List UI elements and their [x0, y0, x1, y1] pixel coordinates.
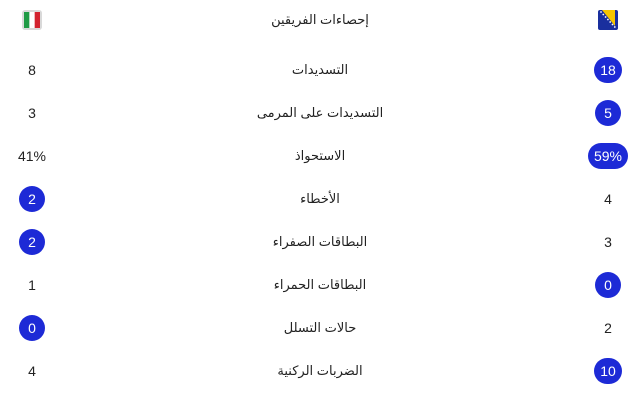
stat-row-corners	[0, 351, 640, 391]
stat-label: التسديدات على المرمى	[256, 105, 384, 120]
right-value-highlight: 18	[594, 57, 622, 83]
right-value: 2	[604, 320, 612, 336]
left-value: 3	[28, 105, 36, 121]
right-team-flag-cell	[576, 0, 640, 40]
left-value-highlight: 2	[19, 229, 45, 255]
left-value: 4	[28, 363, 36, 379]
stat-label: حالات التسلل	[283, 320, 357, 335]
left-value: 41%	[17, 148, 47, 164]
right-value-highlight: 5	[595, 100, 621, 126]
stat-row-fouls	[0, 179, 640, 219]
stat-row-offsides	[0, 308, 640, 348]
stat-label: التسديدات	[291, 62, 349, 77]
right-value-highlight: 0	[595, 272, 621, 298]
stats-title: إحصاءات الفريقين	[271, 12, 369, 27]
right-value-highlight: 10	[594, 358, 622, 384]
stat-label: الأخطاء	[300, 191, 340, 206]
bosnia-flag-icon	[597, 9, 619, 31]
right-value-highlight: 59%	[588, 143, 628, 169]
stat-label: الاستحواذ	[294, 148, 346, 163]
left-team-flag-cell	[0, 0, 64, 40]
stat-label: البطاقات الحمراء	[273, 277, 367, 292]
stat-row-red-cards	[0, 265, 640, 305]
stat-label: البطاقات الصفراء	[272, 234, 368, 249]
italy-flag-icon	[21, 9, 43, 31]
left-value: 1	[28, 277, 36, 293]
stat-row-shots	[0, 50, 640, 90]
stat-row-possession	[0, 136, 640, 176]
stats-header-row	[0, 0, 640, 40]
left-value-highlight: 0	[19, 315, 45, 341]
left-value: 8	[28, 62, 36, 78]
left-value-highlight: 2	[19, 186, 45, 212]
stat-label: الضربات الركنية	[277, 363, 363, 378]
stat-row-shots-on-target	[0, 93, 640, 133]
right-value: 3	[604, 234, 612, 250]
right-value: 4	[604, 191, 612, 207]
stat-row-yellow-cards	[0, 222, 640, 262]
